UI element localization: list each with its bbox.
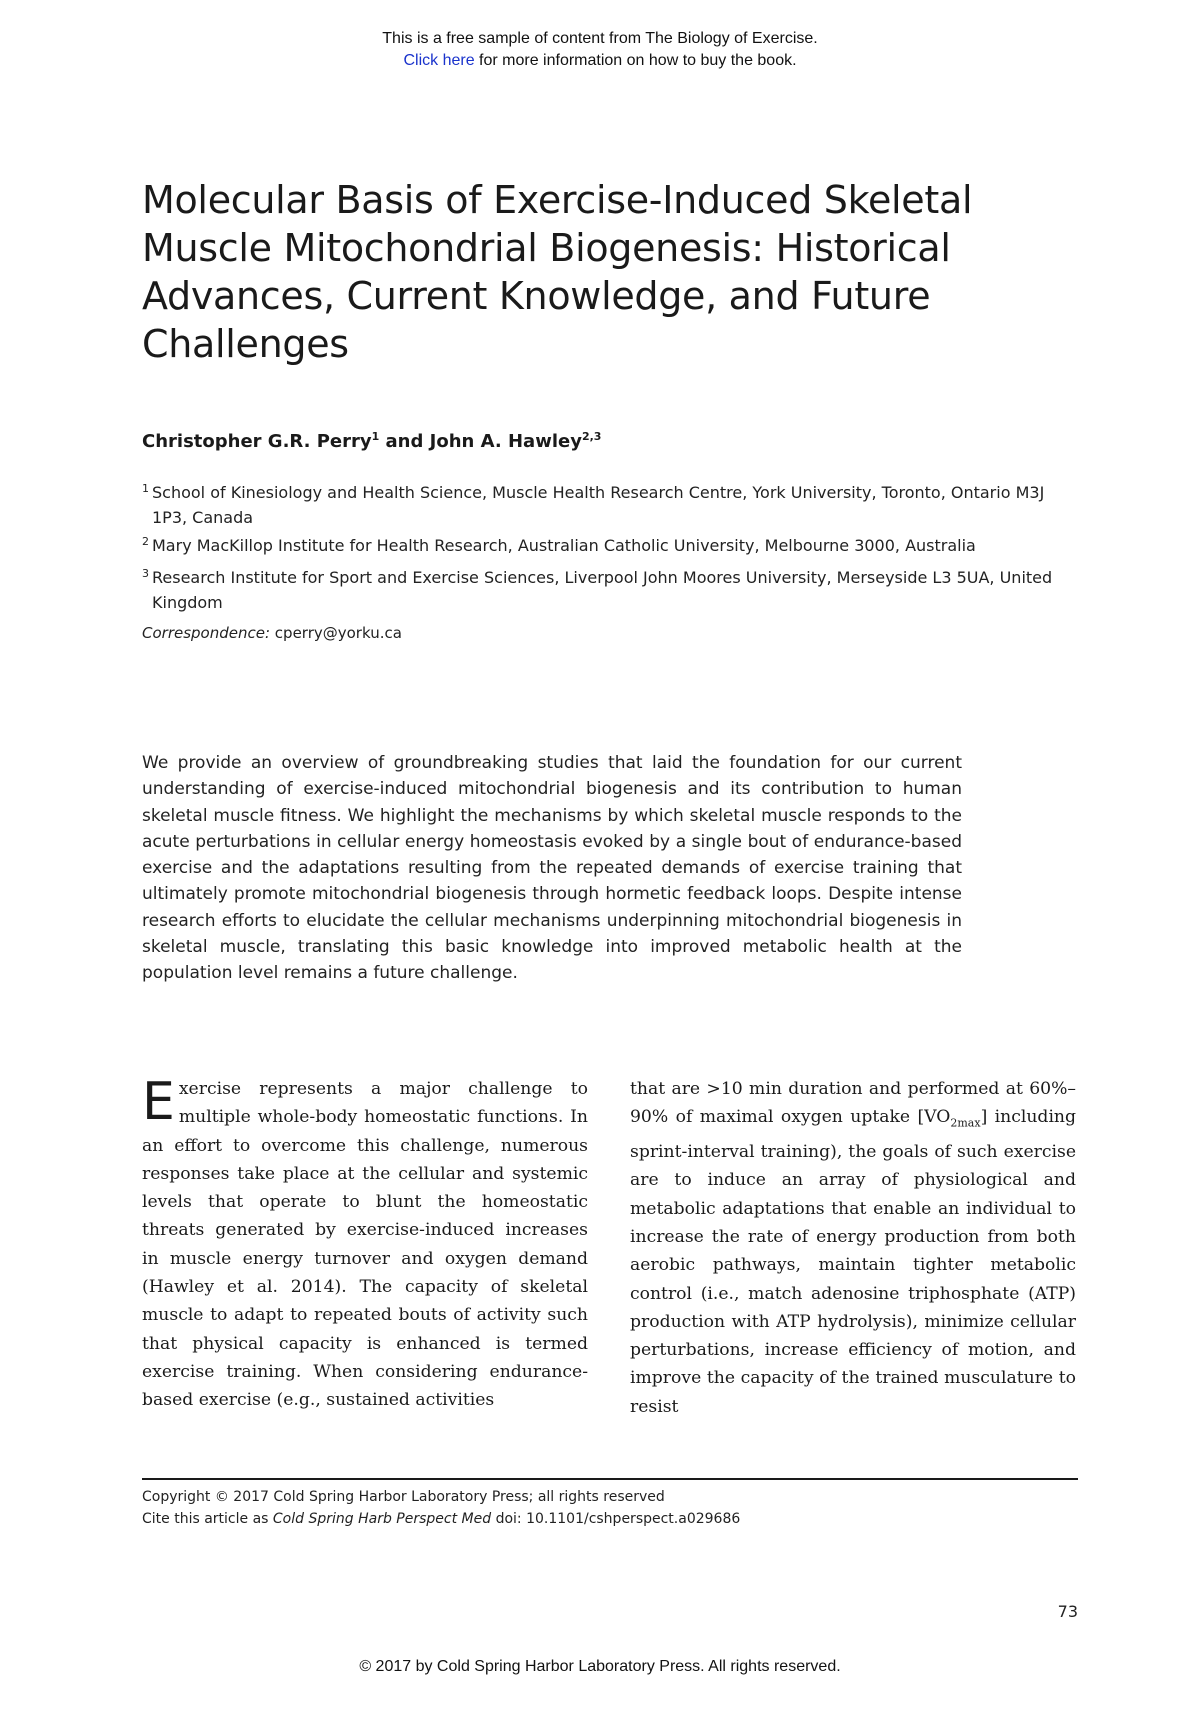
affiliation-text: School of Kinesiology and Health Science, Muscle Health Research Centre, York University, Toronto, Ontario M3J 1P3, Canada	[152, 483, 1045, 527]
abstract: We provide an overview of groundbreaking studies that laid the foundation for our current understanding of exercise-induced mitochondrial biogenesis and its contribution to human skeletal muscle fitness. We highlight the mechanisms by which skeletal muscle responds to the acute perturbations in cellular energy homeostasis evoked by a single bout of endurance-based exercise and the adaptations resulting from the repeated demands of exercise training that ultimately promote mitochondrial biogenesis through hormetic feedback loops. Despite intense research efforts to elucidate the cellular mechanisms underpinning mitochondrial biogenesis in skeletal muscle, translating this basic knowledge into improved metabolic health at the population level remains a future challenge.	[142, 753, 962, 984]
affiliation-1	[142, 480, 1062, 530]
author-name: Christopher G.R. Perry	[142, 431, 372, 452]
author-affiliation-mark: 1	[371, 430, 380, 443]
affiliation-text: Research Institute for Sport and Exercise Sciences, Liverpool John Moores University, Merseyside L3 5UA, United Kingdom	[152, 568, 1053, 612]
bottom-copyright-notice: © 2017 by Cold Spring Harbor Laboratory Press. All rights reserved.	[359, 1658, 841, 1675]
correspondence-email[interactable]: cperry@yorku.ca	[270, 624, 402, 642]
body-column-right	[630, 1075, 1076, 1421]
cite-doi: doi: 10.1101/cshperspect.a029686	[491, 1511, 741, 1527]
body-text-right-part2: ] including sprint-interval training), the goals of such exercise are to induce an array of physiological and metabolic adaptations that enable an individual to increase the rate of energy production from both aerobic pathways, maintain tighter metabolic control (i.e., match adenosine triphosphate (ATP) production with ATP hydrolysis), minimize cellular perturbations, increase efficiency of motion, and improve the capacity of the trained musculature to resist	[630, 1107, 1077, 1417]
vo2max-subscript: 2max	[950, 1116, 981, 1130]
footer-citation-block	[142, 1486, 740, 1530]
footer-divider	[142, 1478, 1078, 1480]
affiliation-2	[142, 533, 1062, 558]
correspondence	[142, 624, 402, 642]
copyright-line: Copyright © 2017 Cold Spring Harbor Laboratory Press; all rights reserved	[142, 1489, 665, 1505]
sample-notice-line2-text: for more information on how to buy the book.	[474, 52, 797, 69]
author-name: John A. Hawley	[429, 431, 582, 452]
author-affiliation-mark: 2,3	[581, 430, 602, 443]
page-number: 73	[1057, 1602, 1078, 1621]
affiliation-number: 1	[142, 482, 149, 495]
body-text-left: xercise represents a major challenge to multiple whole-body homeostatic functions. In an effort to overcome this challenge, numerous responses take place at the cellular and systemic levels that operate to blunt the homeostatic threats generated by exercise-induced increases in muscle energy turnover and oxygen demand (Hawley et al. 2014). The capacity of skeletal muscle to adapt to repeated bouts of activity such that physical capacity is enhanced is termed exercise training. When considering endurance-based exercise (e.g., sustained activities	[142, 1079, 588, 1411]
body-text-right-part1: that are >10 min duration and performed at 60%–90% of maximal oxygen uptake [VO	[630, 1079, 1076, 1128]
article-title: Molecular Basis of Exercise-Induced Skeletal Muscle Mitochondrial Biogenesis: Historical Advances, Current Knowledge, and Future Challenges	[142, 178, 973, 366]
affiliation-3	[142, 565, 1062, 615]
cite-prefix: Cite this article as	[142, 1511, 273, 1527]
author-line	[142, 430, 601, 452]
body-column-left	[142, 1072, 588, 1415]
affiliation-number: 2	[142, 535, 149, 548]
cite-journal: Cold Spring Harb Perspect Med	[272, 1511, 492, 1527]
sample-notice-line2	[0, 50, 1200, 72]
click-here-link[interactable]: Click here	[403, 52, 475, 69]
drop-cap: E	[142, 1072, 175, 1132]
sample-notice	[0, 28, 1200, 72]
sample-notice-line1: This is a free sample of content from The Biology of Exercise.	[382, 30, 818, 47]
cite-line	[142, 1508, 740, 1530]
author-conjunction: and	[379, 431, 430, 452]
correspondence-label: Correspondence:	[142, 624, 271, 642]
affiliation-text: Mary MacKillop Institute for Health Research, Australian Catholic University, Melbourne 3000, Australia	[152, 536, 976, 555]
affiliation-number: 3	[142, 567, 149, 580]
